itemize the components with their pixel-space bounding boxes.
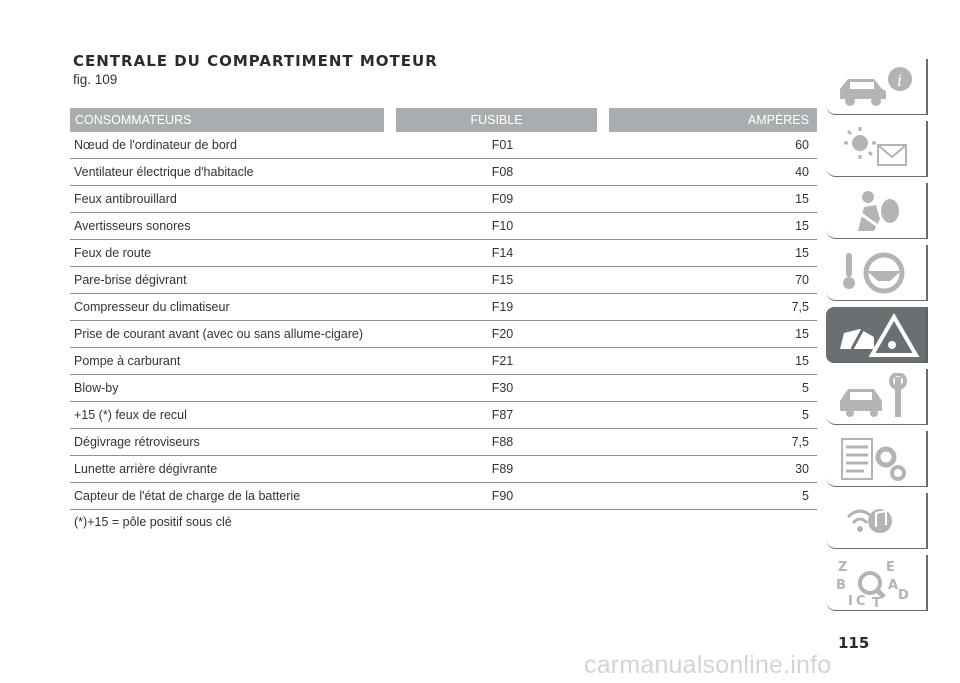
car-maintenance-icon (834, 373, 924, 421)
tab-safety[interactable] (826, 183, 928, 239)
cell-fuse: F30 (491, 381, 514, 395)
cell-amps: 40 (795, 165, 809, 179)
cell-amps: 30 (795, 462, 809, 476)
technical-data-icon (834, 435, 924, 483)
index-letter: T (872, 596, 881, 607)
cell-amps: 60 (795, 138, 809, 152)
index-icon (834, 559, 924, 607)
cell-consumer: Pare-brise dégivrant (74, 273, 187, 287)
tab-steering[interactable] (826, 245, 928, 301)
cell-fuse: F08 (491, 165, 514, 179)
tab-emergency[interactable] (826, 307, 928, 363)
table-footnote: (*)+15 = pôle positif sous clé (74, 515, 232, 529)
index-letter: I (848, 594, 853, 607)
cell-fuse: F01 (491, 138, 514, 152)
chapter-sidebar (826, 59, 928, 617)
index-letter: D (898, 588, 909, 603)
cell-amps: 7,5 (791, 300, 809, 314)
header-amps: AMPÈRES (609, 108, 817, 132)
cell-fuse: F89 (491, 462, 514, 476)
tab-multimedia[interactable] (826, 493, 928, 549)
table-row (70, 159, 817, 186)
cell-consumer: Dégivrage rétroviseurs (74, 435, 200, 449)
table-row (70, 294, 817, 321)
cell-amps: 5 (802, 381, 809, 395)
table-row (70, 483, 817, 510)
table-row (70, 213, 817, 240)
emergency-icon (834, 311, 924, 359)
tab-warning-lights[interactable] (826, 121, 928, 177)
table-row (70, 186, 817, 213)
cell-consumer: Pompe à carburant (74, 354, 181, 368)
cell-consumer: Capteur de l'état de charge de la batterie (74, 489, 301, 503)
header-fuse: FUSIBLE (396, 108, 597, 132)
airbag-safety-icon (834, 187, 924, 235)
cell-fuse: F90 (491, 489, 514, 503)
cell-fuse: F10 (491, 219, 514, 233)
cell-fuse: F87 (491, 408, 514, 422)
cell-consumer: Compresseur du climatiseur (74, 300, 230, 314)
table-row (70, 132, 817, 159)
table-row (70, 429, 817, 456)
index-letter: B (836, 578, 846, 593)
figure-reference: fig. 109 (73, 72, 118, 87)
cell-consumer: Nœud de l'ordinateur de bord (74, 138, 237, 152)
cell-fuse: F20 (491, 327, 514, 341)
table-row (70, 348, 817, 375)
index-letter: Z (838, 560, 848, 575)
cell-fuse: F88 (491, 435, 514, 449)
cell-fuse: F19 (491, 300, 514, 314)
cell-fuse: F15 (491, 273, 514, 287)
page-number: 115 (838, 634, 870, 652)
cell-consumer: Blow-by (74, 381, 119, 395)
tab-car-info[interactable] (826, 59, 928, 115)
cell-amps: 5 (802, 408, 809, 422)
multimedia-icon (834, 497, 924, 545)
watermark-text: carmanualsonline.info (584, 651, 832, 679)
cell-fuse: F09 (491, 192, 514, 206)
table-row (70, 375, 817, 402)
table-row (70, 402, 817, 429)
table-header (70, 108, 817, 132)
index-letter: A (888, 578, 899, 593)
table-row (70, 240, 817, 267)
cell-consumer: Feux antibrouillard (74, 192, 177, 206)
cell-amps: 7,5 (791, 435, 809, 449)
table-row (70, 267, 817, 294)
cell-consumer: Prise de courant avant (avec ou sans allume-cigare) (74, 327, 364, 341)
cell-amps: 5 (802, 489, 809, 503)
cell-fuse: F21 (491, 354, 514, 368)
cell-fuse: F14 (491, 246, 514, 260)
tab-technical-data[interactable] (826, 431, 928, 487)
cell-consumer: Avertisseurs sonores (74, 219, 191, 233)
svg-text:i: i (897, 71, 903, 90)
cell-consumer: Lunette arrière dégivrante (74, 462, 218, 476)
page-title: CENTRALE DU COMPARTIMENT MOTEUR (73, 52, 438, 70)
cell-amps: 15 (795, 354, 809, 368)
cell-amps: 70 (795, 273, 809, 287)
cell-consumer: Feux de route (74, 246, 152, 260)
car-info-icon (834, 63, 924, 111)
tab-maintenance[interactable] (826, 369, 928, 425)
header-consumers: CONSOMMATEURS (70, 108, 384, 132)
index-letter: E (886, 560, 895, 575)
cell-amps: 15 (795, 327, 809, 341)
fuse-table (70, 108, 817, 529)
cell-consumer: +15 (*) feux de recul (74, 408, 187, 422)
table-body (70, 132, 817, 510)
cell-amps: 15 (795, 192, 809, 206)
index-letter: C (856, 594, 866, 607)
table-row (70, 321, 817, 348)
tab-index[interactable] (826, 555, 928, 611)
cell-amps: 15 (795, 219, 809, 233)
warning-lights-icon (834, 125, 924, 173)
cell-amps: 15 (795, 246, 809, 260)
steering-wheel-key-icon (834, 249, 924, 297)
cell-consumer: Ventilateur électrique d'habitacle (74, 165, 254, 179)
table-row (70, 456, 817, 483)
